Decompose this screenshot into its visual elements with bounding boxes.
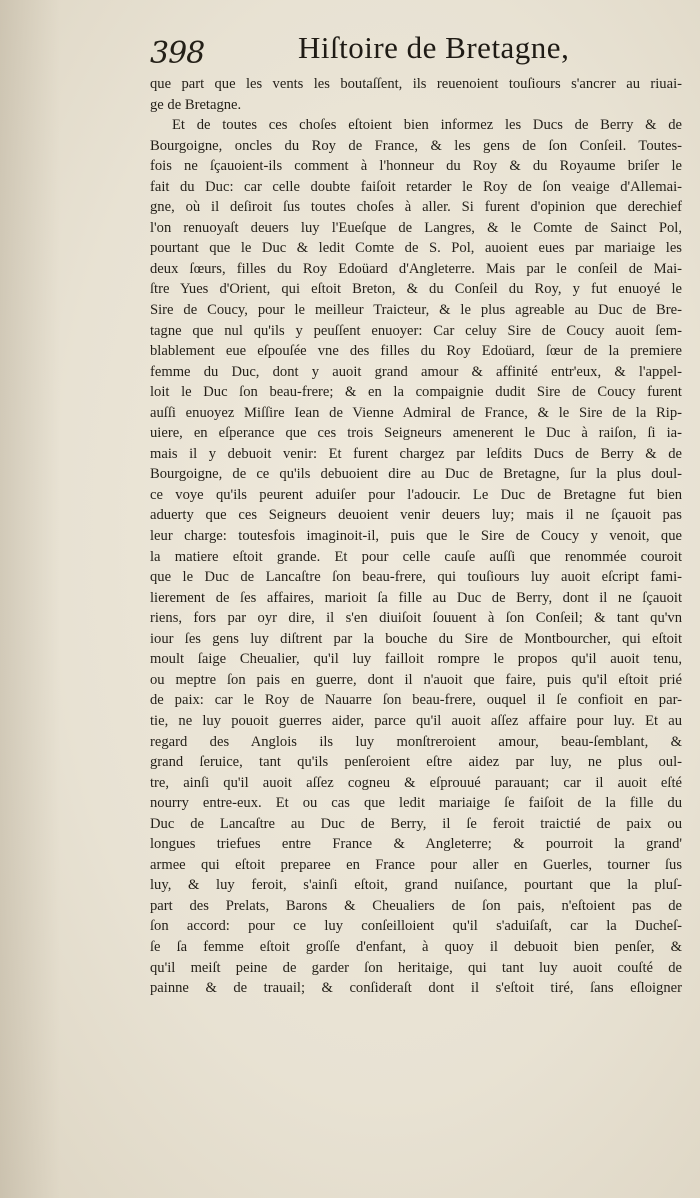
text-line: part des Prelats, Barons & Cheualiers de ſon pais, n'eſtoient pas de bbox=[150, 897, 682, 914]
text-line: tie, ne luy pouoit guerres aider, parce qu'il auoit aſſez affaire pour luy. Et au bbox=[150, 712, 682, 729]
text-line: gne, où il deſiroit ſus toutes choſes à aller. Si furent d'opinion que derechief bbox=[150, 199, 682, 216]
page-number: 398 bbox=[150, 36, 205, 71]
text-line: auſſi enuoyez Miſſire Iean de Vienne Admiral de France, & le Sire de la Rip- bbox=[150, 404, 682, 421]
text-line: moult ſaige Cheualier, qu'il luy failloit rompre le propos qu'il auoit tenu, bbox=[150, 651, 682, 668]
text-line: Bourgoigne, de ce qu'ils debuoient dire au Duc de Bretagne, ſur la plus doul- bbox=[150, 466, 682, 483]
text-line: qu'il meiſt peine de garder ſon heritaige, qui tant luy auoit couſté de bbox=[150, 959, 682, 976]
text-line: tre, ainſi qu'il auoit aſſez cogneu & eſprouué parauant; car il auoit eſté bbox=[150, 774, 682, 791]
text-line: nourry entre-eux. Et ou cas que ledit mariaige ſe faiſoit de la fille du bbox=[150, 795, 682, 812]
text-line: longues triefues entre France & Angleterre; & pourroit la grand' bbox=[150, 836, 682, 853]
text-line: regard des Anglois ils luy monſtreroient amour, beau-ſemblant, & bbox=[150, 733, 682, 750]
text-line: pourtant que le Duc & ledit Comte de S. Pol, auoient eues par mariaige les bbox=[150, 240, 682, 257]
text-line: mais il y debuoit venir: Et furent chargez par leſdits Ducs de Berry & de bbox=[150, 445, 682, 462]
text-line: Duc de Lancaſtre au Duc de Berry, il ſe feroit traictié de paix ou bbox=[150, 815, 682, 832]
text-line: blablement eue eſpouſée vne des filles du Roy Edoüard, ſœur de la premiere bbox=[150, 343, 682, 360]
text-line: que le Duc de Lancaſtre ſon beau-frere, qui touſiours luy auoit eſcript fami- bbox=[150, 569, 682, 586]
text-line: uiere, en eſperance que ces trois Seigneurs amenerent le Duc à raiſon, ſi ia- bbox=[150, 425, 682, 442]
text-line: ſe ſa femme eſtoit groſſe d'enfant, à quoy il debuoit bien penſer, & bbox=[150, 938, 682, 955]
text-line: aduerty que ces Seigneurs deuoient venir deuers luy; mais il ne ſçauoit pas bbox=[150, 507, 682, 524]
text-line: deux ſœurs, filles du Roy Edoüard d'Angleterre. Mais par le conſeil de Mai- bbox=[150, 260, 682, 277]
text-line: ſon accord: pour ce luy conſeilloient qu'il s'aduiſaſt, car la Ducheſ- bbox=[150, 918, 682, 935]
text-line: tagne que nul qu'ils y peuſſent enuoyer: Car celuy Sire de Coucy auoit ſem- bbox=[150, 322, 682, 339]
text-line: fait du Duc: car celle doubte faiſoit retarder le Roy de ſon veaige d'Allemai- bbox=[150, 178, 682, 195]
text-line: l'on renuoyaſt deuers luy l'Eueſque de Langres, & le Comte de Sainct Pol, bbox=[150, 219, 682, 236]
text-line: riens, fors par oyr dire, il s'en diuiſoit ſouuent à ſon Conſeil; & tant qu'vn bbox=[150, 610, 682, 627]
text-line: Sire de Coucy, pour le meilleur Traicteur, & le plus agreable au Duc de Bre- bbox=[150, 302, 682, 319]
text-line: ſtre Yues d'Orient, qui eſtoit Breton, & du Conſeil du Roy, y fut enuoyé le bbox=[150, 281, 682, 298]
page-gutter-shadow bbox=[0, 0, 60, 1198]
text-line: Bourgoigne, oncles du Roy de France, & les gens de ſon Conſeil. Toutes- bbox=[150, 137, 682, 154]
text-line: loit le Duc ſon beau-frere; & en la compaignie dudit Sire de Coucy furent bbox=[150, 384, 682, 401]
text-line: ce voye qu'ils peurent aduiſer pour l'adoucir. Le Duc de Bretagne fut bien bbox=[150, 486, 682, 503]
text-line: leur charge: toutesfois imaginoit-il, puis que le Sire de Coucy y venoit, que bbox=[150, 528, 682, 545]
text-line: ge de Bretagne. bbox=[150, 96, 242, 113]
text-line: grand ſeruice, tant qu'ils penſeroient eſtre aidez par luy, ne plus oul- bbox=[150, 754, 682, 771]
text-line: fois ne ſçauoient-ils comment à l'honneur du Roy & du Royaume briſer le bbox=[150, 158, 682, 175]
text-line: femme du Duc, dont y auoit grand amour & affinité entr'eux, & l'appel- bbox=[150, 363, 682, 380]
text-line: lierement de ſes affaires, marioit ſa fille au Duc de Berry, dont il ne ſçauoit bbox=[150, 589, 682, 606]
running-title: Hiſtoire de Bretagne, bbox=[298, 30, 570, 65]
text-line: painne & de trauail; & conſideraſt dont il s'eſtoit tiré, ſans eſloigner bbox=[150, 980, 682, 997]
text-line: la matiere eſtoit grande. Et pour celle cauſe auſſi que renommée couroit bbox=[150, 548, 682, 565]
text-line: de paix: car le Roy de Nauarre ſon beau-frere, ouquel il ſe confioit en par- bbox=[150, 692, 682, 709]
text-line: luy, & luy feroit, s'ainſi eſtoit, grand nuiſance, pourtant que la pluſ- bbox=[150, 877, 682, 894]
text-line: que part que les vents les boutaſſent, ils reuenoient touſiours s'ancrer au riuai- bbox=[150, 76, 682, 92]
text-line: armee qui eſtoit preparee en France pour aller en Guerles, tourner ſus bbox=[150, 856, 682, 873]
text-line: iour ſes gens luy diſtrent par la bouche du Sire de Montbourcher, qui eſtoit bbox=[150, 630, 682, 647]
text-line: Et de toutes ces choſes eſtoient bien informez les Ducs de Berry & de bbox=[172, 117, 682, 134]
text-line: ou meptre ſon pais en guerre, dont il n'auoit que faire, puis qu'il eſtoit prié bbox=[150, 671, 682, 688]
body-text bbox=[150, 74, 682, 999]
